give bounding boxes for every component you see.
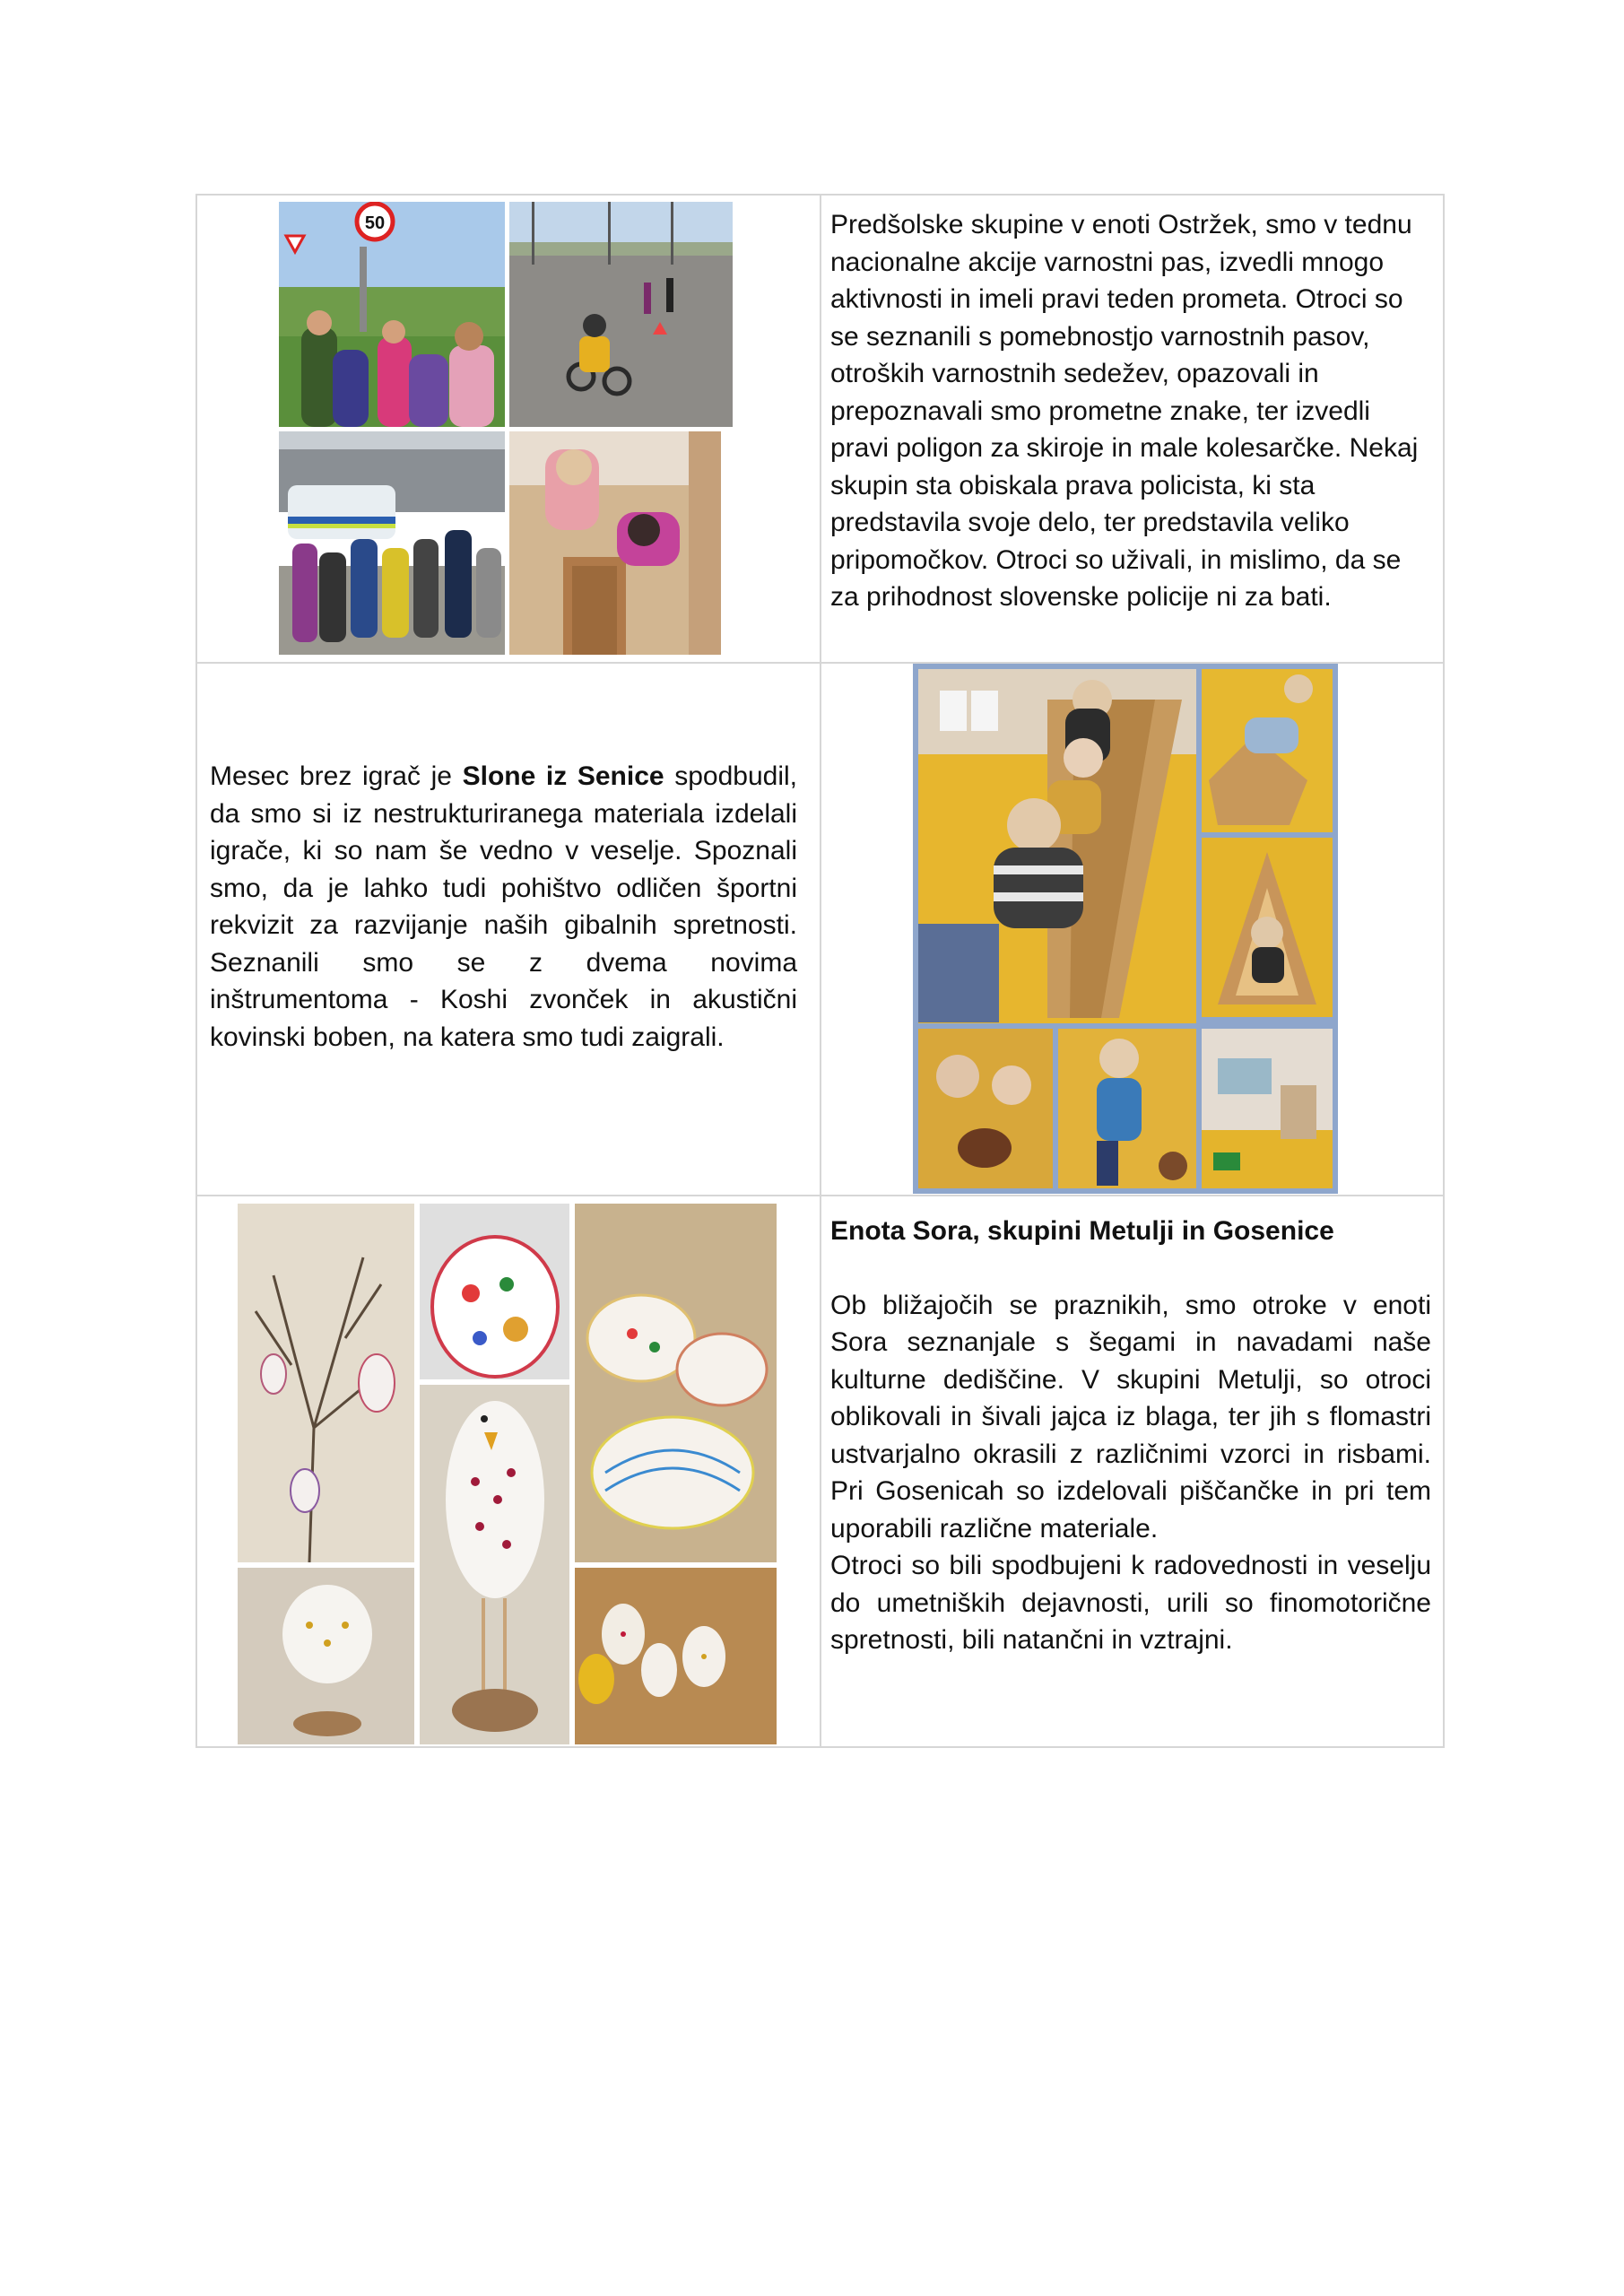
column-divider xyxy=(820,194,821,1748)
table-border-left xyxy=(195,194,197,1748)
photo-collage-easter-crafts xyxy=(238,1204,777,1744)
row2-paragraph xyxy=(210,758,797,1056)
speed-limit-sign: 50 xyxy=(364,213,386,233)
photo-collage-furniture-play xyxy=(913,664,1338,1194)
row3-paragraph-1: Ob bližajočih se praznikih, smo otroke v enoti Sora seznanjale s šegami in navadami naše kulturne dediščine. V skupini Metulji, so otroci oblikovali in šivali jajca iz blaga, ter jih s flomastri ustvarjalno okrasili z različnimi vzorci in risbami. Pri Gosenicah so izdelovali piščančke in pri tem uporabili različne materiale. xyxy=(830,1290,1431,1544)
photo-traffic-sign-children xyxy=(279,202,505,427)
photo-children-indoor-track xyxy=(509,431,721,655)
row3-paragraph-2: Otroci so bili spodbujeni k radovednosti in veselju do umetniških dejavnosti, urili so finomotorične spretnosti, bili natančni in vztrajni. xyxy=(830,1551,1431,1655)
photo-police-visit xyxy=(279,431,505,655)
row3-description xyxy=(830,1213,1431,1659)
row2-text-start: Mesec brez igrač je xyxy=(210,761,463,791)
row2-group-name: Slone iz Senice xyxy=(462,761,664,791)
row1-description xyxy=(830,206,1431,616)
row3-heading: Enota Sora, skupini Metulji in Gosenice xyxy=(830,1216,1334,1246)
row1-paragraph: Predšolske skupine v enoti Ostržek, smo v tednu nacionalne akcije varnostni pas, izvedli mnogo aktivnosti in imeli pravi teden prometa. Otroci so se seznanili s pomebnostjo varnostnih pasov, otroških varnostnih sedežev, opazovali in prepoznavali smo prometne znake, ter izvedli pravi poligon za skiroje in male kolesarčke. Nekaj skupin sta obiskala prava policista, ki sta predstavila svoje delo, ter predstavila veliko pripomočkov. Otroci so uživali, in mislimo, da se za prihodnost slovenske policije ni za bati. xyxy=(830,210,1419,612)
photo-bike-polygon xyxy=(509,202,733,427)
row2-text-end: spodbudil, da smo si iz nestrukturiranega materiala izdelali igrače, ki so nam še vedno v veselje. Spoznali smo, da je lahko tudi pohištvo odličen športni rekvizit za razvijanje naših gibalnih spretnosti. Seznanili smo se z dvema novima inštrumentoma - Koshi zvonček in akustični kovinski boben, na katera smo tudi zaigrali. xyxy=(210,761,797,1052)
row2-description xyxy=(210,758,797,1056)
table-border-right xyxy=(1443,194,1445,1748)
